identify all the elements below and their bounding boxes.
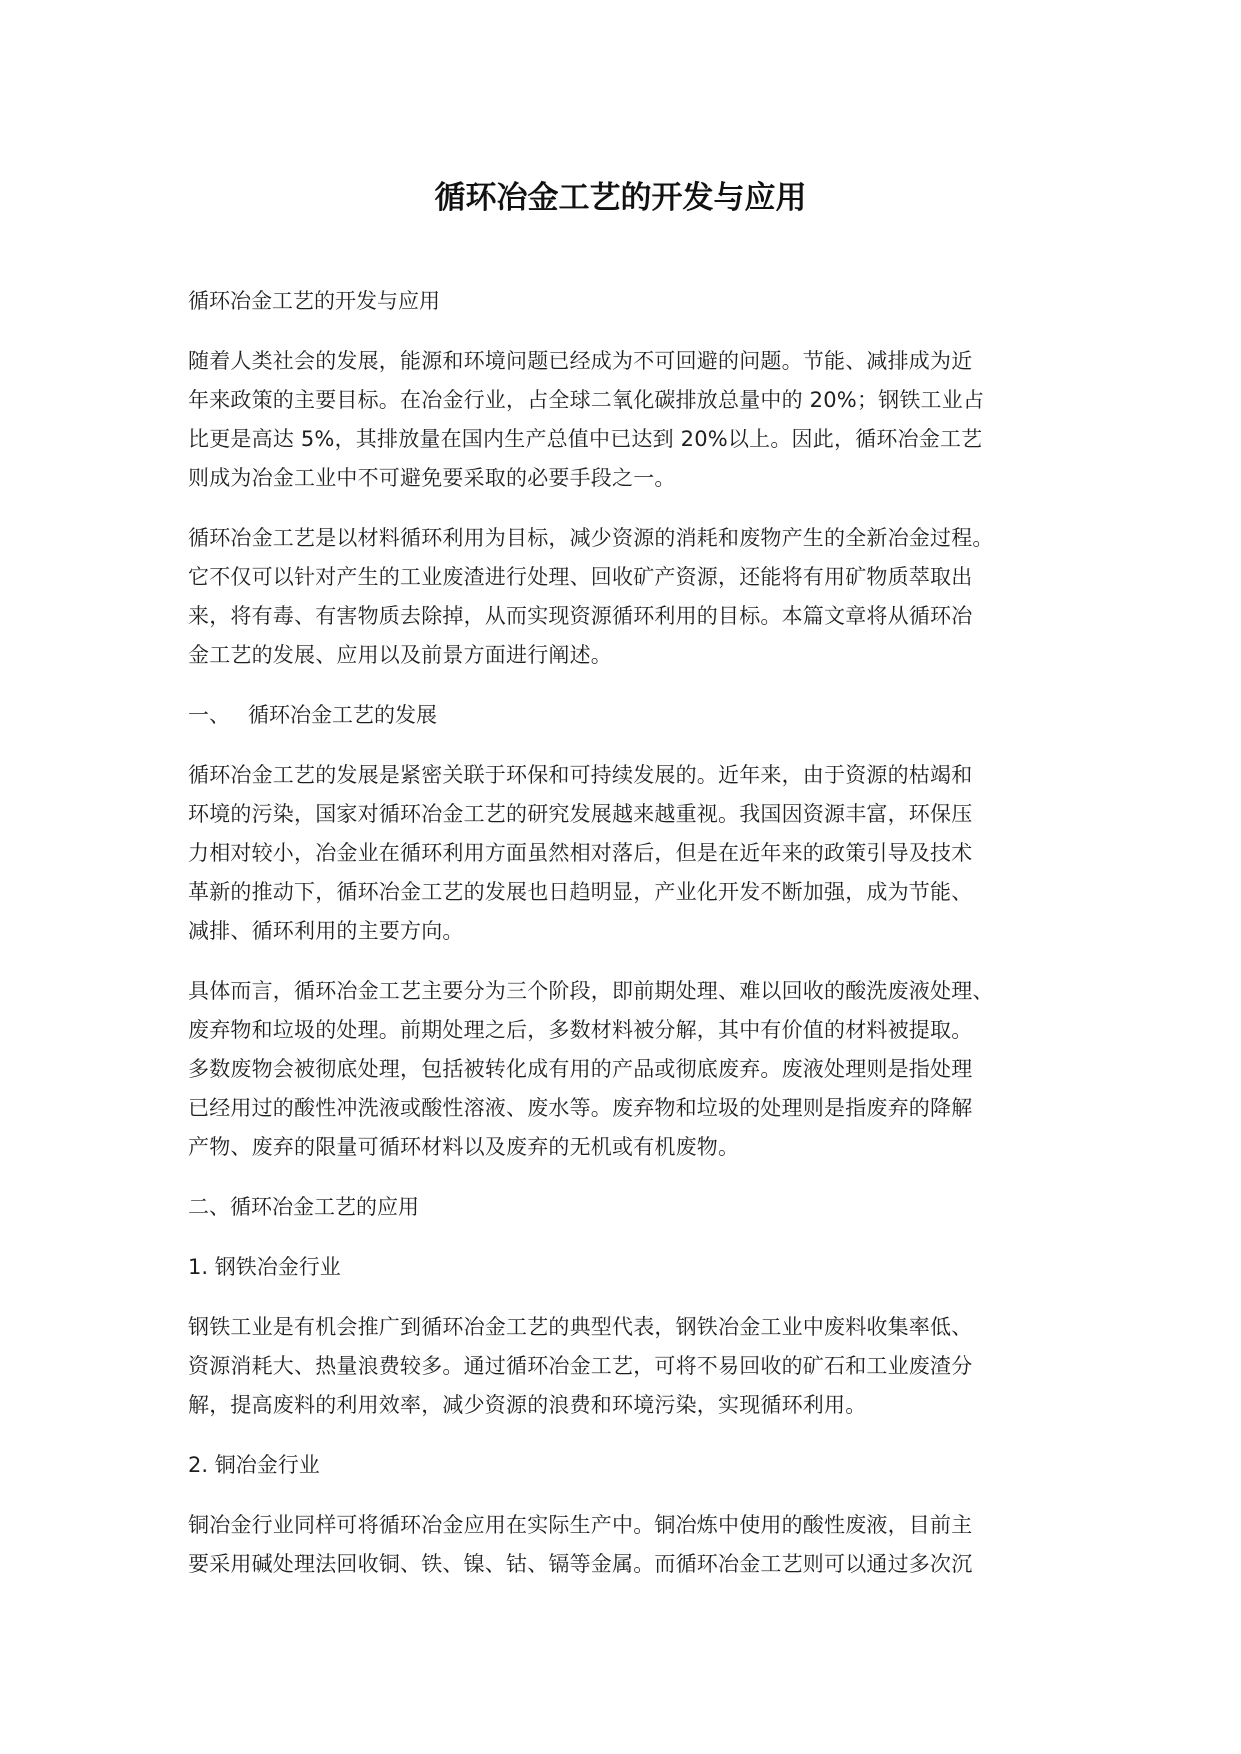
text-line: 解，提高废料的利用效率，减少资源的浪费和环境污染，实现循环利用。: [188, 1393, 867, 1417]
paragraph-copper: [188, 1506, 1078, 1584]
text-line: 资源消耗大、热量浪费较多。通过循环冶金工艺，可将不易回收的矿石和工业废渣分: [188, 1354, 973, 1378]
section-number: 一、: [188, 703, 230, 727]
text-line: 来，将有毒、有害物质去除掉，从而实现资源循环利用的目标。本篇文章将从循环冶: [188, 604, 973, 628]
paragraph-development-1: [188, 756, 1078, 951]
text-line: 力相对较小，冶金业在循环利用方面虽然相对落后，但是在近年来的政策引导及技术: [188, 841, 973, 865]
section-heading-1: [188, 696, 1078, 735]
paragraph-development-2: [188, 972, 1078, 1167]
text-line: 钢铁工业是有机会推广到循环冶金工艺的典型代表，钢铁冶金工业中废料收集率低、: [188, 1315, 973, 1339]
text-line: 循环冶金工艺的发展是紧密关联于环保和可持续发展的。近年来，由于资源的枯竭和: [188, 763, 973, 787]
text-line: 它不仅可以针对产生的工业废渣进行处理、回收矿产资源，还能将有用矿物质萃取出: [188, 565, 973, 589]
text-line: 比更是高达 5%，其排放量在国内生产总值中已达到 20%以上。因此，循环冶金工艺: [188, 427, 983, 451]
text-line: 金工艺的发展、应用以及前景方面进行阐述。: [188, 643, 612, 667]
text-line: 已经用过的酸性冲洗液或酸性溶液、废水等。废弃物和垃圾的处理则是指废弃的降解: [188, 1096, 973, 1120]
subsection-heading-steel: 1. 钢铁冶金行业: [188, 1255, 341, 1279]
document-body: [188, 282, 1078, 1605]
subtitle: 循环冶金工艺的开发与应用: [188, 289, 440, 313]
text-line: 年来政策的主要目标。在冶金行业，占全球二氧化碳排放总量中的 20%；钢铁工业占: [188, 388, 985, 412]
text-line: 废弃物和垃圾的处理。前期处理之后，多数材料被分解，其中有价值的材料被提取。: [188, 1018, 973, 1042]
text-line: 铜冶金行业同样可将循环冶金应用在实际生产中。铜冶炼中使用的酸性废液，目前主: [188, 1513, 973, 1537]
section-heading-2: 二、循环冶金工艺的应用: [188, 1195, 419, 1219]
text-line: 革新的推动下，循环冶金工艺的发展也日趋明显，产业化开发不断加强，成为节能、: [188, 880, 973, 904]
text-line: 要采用碱处理法回收铜、铁、镍、钴、镉等金属。而循环冶金工艺则可以通过多次沉: [188, 1552, 973, 1576]
text-line: 环境的污染，国家对循环冶金工艺的研究发展越来越重视。我国因资源丰富，环保压: [188, 802, 973, 826]
text-line: 具体而言，循环冶金工艺主要分为三个阶段，即前期处理、难以回收的酸洗废液处理、: [188, 979, 994, 1003]
section-title: 循环冶金工艺的发展: [248, 703, 437, 727]
text-line: 多数废物会被彻底处理，包括被转化成有用的产品或彻底废弃。废液处理则是指处理: [188, 1057, 973, 1081]
text-line: 随着人类社会的发展，能源和环境问题已经成为不可回避的问题。节能、减排成为近: [188, 349, 973, 373]
text-line: 产物、废弃的限量可循环材料以及废弃的无机或有机废物。: [188, 1135, 740, 1159]
paragraph-steel: [188, 1308, 1078, 1425]
text-line: 则成为冶金工业中不可避免要采取的必要手段之一。: [188, 466, 676, 490]
text-line: 循环冶金工艺是以材料循环利用为目标，减少资源的消耗和废物产生的全新冶金过程。: [188, 526, 994, 550]
document-title: 循环冶金工艺的开发与应用: [434, 180, 807, 216]
paragraph-intro-2: [188, 519, 1078, 675]
subsection-heading-copper: 2. 铜冶金行业: [188, 1453, 320, 1477]
paragraph-intro-1: [188, 342, 1078, 498]
text-line: 减排、循环利用的主要方向。: [188, 919, 464, 943]
